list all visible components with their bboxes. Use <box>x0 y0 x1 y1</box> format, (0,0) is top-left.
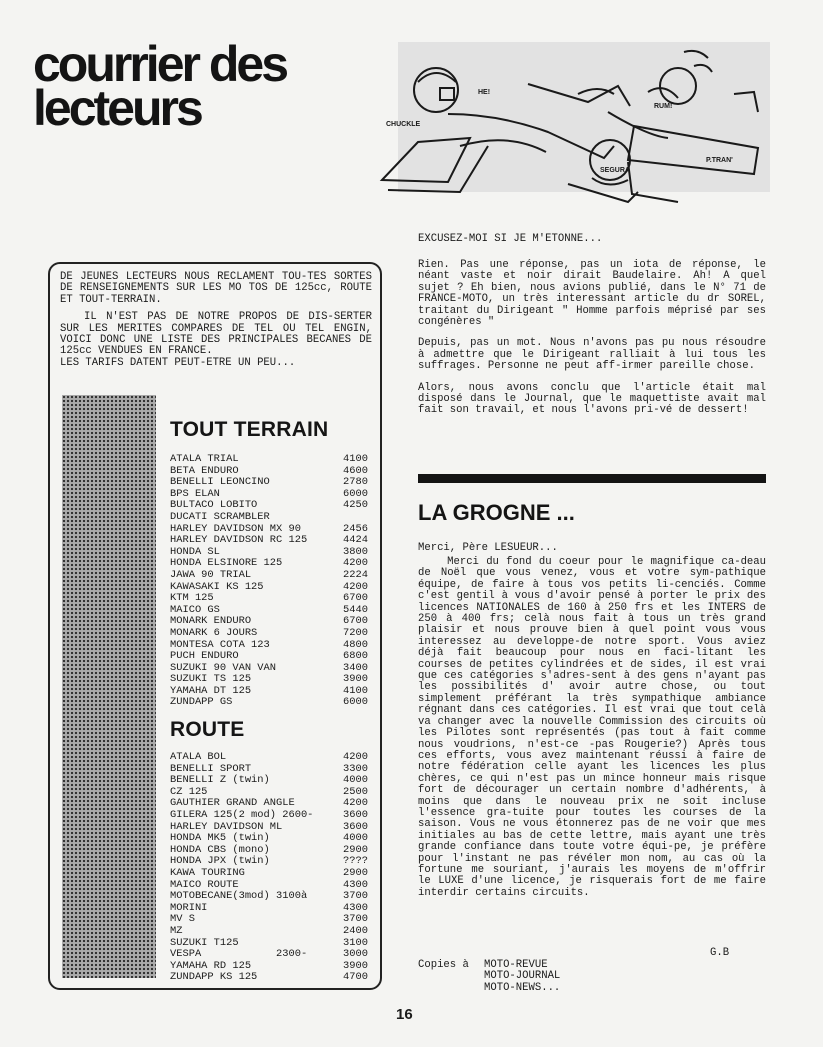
item-name: BENELLI Z (twin) <box>170 774 270 787</box>
item-name: KTM 125 <box>170 592 214 605</box>
item-name: KAWA TOURING <box>170 866 245 879</box>
item-price: 4250 <box>343 499 368 512</box>
item-name: MV S <box>170 913 195 926</box>
section-title-tout-terrain: TOUT TERRAIN <box>170 418 329 441</box>
item-price: 2780 <box>343 476 368 489</box>
item-price: 3800 <box>343 545 368 558</box>
item-name: MONARK 6 JOURS <box>170 626 258 639</box>
halftone-column <box>62 395 156 978</box>
item-name: BENELLI LEONCINO <box>170 476 270 489</box>
list-item <box>170 512 368 524</box>
copies-label: Copies à <box>418 959 469 971</box>
item-price: 3300 <box>343 762 368 775</box>
item-price: 4800 <box>343 638 368 651</box>
item-price: 3600 <box>343 808 368 821</box>
item-name: MAICO ROUTE <box>170 878 239 891</box>
page-title <box>33 36 287 136</box>
copies-block <box>418 960 560 994</box>
item-price: 4700 <box>343 971 368 984</box>
item-price: 4000 <box>343 774 368 787</box>
item-name: HARLEY DAVIDSON RC 125 <box>170 534 308 547</box>
item-name: HARLEY DAVIDSON MX 90 <box>170 522 301 535</box>
item-price: 3700 <box>343 913 368 926</box>
item-name: HONDA SL <box>170 545 220 558</box>
item-price: 4424 <box>343 534 368 547</box>
letter-header: EXCUSEZ-MOI SI JE M'ETONNE... <box>418 233 603 245</box>
item-price: 3100 <box>343 936 368 949</box>
letter-paragraph: Alors, nous avons conclu que l'article était mal disposé dans le Journal, que le maquettiste avait mal fait son travail, et nous l'avons pri-vé de dessert! <box>418 381 766 417</box>
item-price: 4200 <box>343 751 368 763</box>
item-name: HONDA CBS (mono) <box>170 843 270 856</box>
list-item <box>170 949 368 961</box>
item-price: 3900 <box>343 959 368 972</box>
item-name: ATALA TRIAL <box>170 453 239 465</box>
route-list <box>170 752 368 984</box>
item-price: 6800 <box>343 650 368 663</box>
item-price: 3700 <box>343 890 368 903</box>
list-item <box>170 903 368 915</box>
list-item <box>170 833 368 845</box>
la-grogne-paragraph: Merci du fond du coeur pour le magnifique ca-deau de Noël que vous venez, vous et votre sym-pathique équipe, de faire à tous vos petits li-cenciés. Comme c'est gentil à vous d'avoir pensé à porter le prix des licences NATIONALES de 160 à 250 frs et les INTERS de 250 à 400 frs; celà nous fait à tous un très grand plaisir et nous prouve bien à quel point vous vous interessez au developpe-de notre sport. Vous aviez déjà fait beaucoup pour nous en faci-litant les courses de petites cylindrées et de sides, il est vrai que ces catégories s'adres-sent à des gens n'ayant pas les possibilités d' avoir autre chose, ou tout simplement préférant la très sympathique ambiance régnant dans ces catégories. Il est vrai que tout celà va changer avec la nouvelle Commission des circuits où les Pilotes sont représentés (pas tout à fait comme nous voudrions, n'est-ce -pas Rougerie?) Après tous ces efforts, vous avez maintenant réussi à faire de notre fédération celle ayant les licences les plus chères, ce qui n'est pas un mince honneur mais risque fort de décourager un certain nombre d'adhérents, à moins que dans le nouveau prix ne soit incluse l'essence gra-tuite pour toutes les courses de la saison. Vous ne vous étonnerez pas de ne voir que mes initiales au bas de cette lettre, mais ayant une très grande confiance dans toute votre équi-pe, je préfère pour l'instant ne pas révéler mon nom, au cas où la fortune me souriant, j'aurais les moyens de m'offrir le LUXE d'une licence, je risquerais fort de me faire interdir certains circuits. <box>418 556 773 899</box>
item-name: SUZUKI T125 <box>170 936 239 949</box>
list-item <box>170 914 368 926</box>
item-price: ???? <box>343 855 368 868</box>
item-name: SUZUKI TS 125 <box>170 673 252 686</box>
copies-recipient: MOTO-REVUE <box>484 959 548 971</box>
item-name: BPS ELAN <box>170 487 220 500</box>
item-name: HONDA JPX (twin) <box>170 855 270 868</box>
item-name: DUCATI SCRAMBLER <box>170 510 270 523</box>
item-price: 4200 <box>343 557 368 570</box>
intro-text <box>60 272 372 375</box>
item-price: 2400 <box>343 924 368 937</box>
item-price: 5440 <box>343 603 368 616</box>
item-name: MORINI <box>170 901 208 914</box>
item-name: CZ 125 <box>170 785 208 798</box>
list-item <box>170 697 368 709</box>
item-price: 3400 <box>343 661 368 674</box>
item-name: JAWA 90 TRIAL <box>170 568 252 581</box>
item-price: 6000 <box>343 487 368 500</box>
item-price: 6700 <box>343 615 368 628</box>
list-item <box>170 972 368 984</box>
page-title-line1: courrier des <box>33 36 287 92</box>
list-item <box>170 926 368 938</box>
copies-recipient: MOTO-NEWS... <box>484 981 561 994</box>
item-name: KAWASAKI KS 125 <box>170 580 264 593</box>
list-item <box>170 891 368 903</box>
item-price: 2456 <box>343 522 368 535</box>
list-item <box>170 651 368 663</box>
item-name: ZUNDAPP KS 125 <box>170 971 258 984</box>
item-name: GAUTHIER GRAND ANGLE <box>170 797 295 810</box>
item-name: ZUNDAPP GS <box>170 696 233 709</box>
list-item <box>170 570 368 582</box>
item-name: BENELLI SPORT <box>170 762 252 775</box>
item-price: 4300 <box>343 878 368 891</box>
item-name: GILERA 125(2 mod) 2600- <box>170 808 314 821</box>
intro-paragraph: LES TARIFS DATENT PEUT-ETRE UN PEU... <box>60 356 296 369</box>
cartoon-illustration <box>378 42 770 220</box>
la-grogne-title: LA GROGNE ... <box>418 500 575 525</box>
cartoon-label-segura: SEGURA <box>600 167 630 174</box>
item-name: SUZUKI 90 VAN VAN <box>170 661 277 674</box>
item-name: MONTESA COTA 123 <box>170 638 270 651</box>
item-price: 6000 <box>343 696 368 709</box>
intro-paragraph: DE JEUNES LECTEURS NOUS RECLAMENT TOU-TES SORTES DE RENSEIGNEMENTS SUR LES MO TOS DE 125cc, ROUTE ET TOUT-TERRAIN. <box>60 271 372 306</box>
copies-recipient: MOTO-JOURNAL <box>484 970 561 983</box>
item-price: 4100 <box>343 453 368 465</box>
list-item <box>170 454 368 466</box>
page-number: 16 <box>396 1006 413 1023</box>
item-name: PUCH ENDURO <box>170 650 239 663</box>
item-price: 4600 <box>343 464 368 477</box>
list-item <box>170 593 368 605</box>
signature: G.B <box>710 947 730 959</box>
item-price: 7200 <box>343 626 368 639</box>
list-item <box>170 810 368 822</box>
letter-paragraph: Depuis, pas un mot. Nous n'avons pas pu nous résoudre à admettre que le Dirigeant ralliait à lui tous les suffrages. Personne ne peut aff-irmer pareille chose. <box>418 337 766 373</box>
la-grogne-header: Merci, Père LESUEUR... <box>418 542 558 554</box>
item-name: MOTOBECANE(3mod) 3100à <box>170 890 308 903</box>
item-price: 3600 <box>343 820 368 833</box>
item-price: 4300 <box>343 901 368 914</box>
item-name: BETA ENDURO <box>170 464 239 477</box>
item-name: YAMAHA DT 125 <box>170 684 252 697</box>
intro-paragraph: IL N'EST PAS DE NOTRE PROPOS DE DIS-SERTER SUR LES MERITES COMPARES DE TEL OU TEL ENGIN, VOICI DONC UNE LISTE DES PRINCIPALES BECANES DE 125cc VENDUES EN FRANCE. <box>60 311 372 358</box>
item-price: 4100 <box>343 684 368 697</box>
list-item <box>170 868 368 880</box>
section-title-route: ROUTE <box>170 718 245 741</box>
item-name: VESPA 2300- <box>170 948 308 961</box>
item-price: 4000 <box>343 832 368 845</box>
section-divider <box>418 474 766 483</box>
cartoon-label-chuckle: CHUCKLE <box>386 121 421 128</box>
item-name: HONDA MK5 (twin) <box>170 832 270 845</box>
cartoon-label-he: HE! <box>478 89 491 96</box>
item-name: HONDA ELSINORE 125 <box>170 557 283 570</box>
item-name: HARLEY DAVIDSON ML <box>170 820 283 833</box>
item-price: 2900 <box>343 866 368 879</box>
item-price: 6700 <box>343 592 368 605</box>
item-price: 2224 <box>343 568 368 581</box>
item-name: YAMAHA RD 125 <box>170 959 252 972</box>
item-price: 4200 <box>343 797 368 810</box>
cartoon-label-ptran: P.TRAN' <box>706 157 733 164</box>
tout-terrain-list <box>170 454 368 709</box>
item-name: BULTACO LOBITO <box>170 499 258 512</box>
letter-excusez-moi <box>418 260 766 417</box>
page-title-line2: lecteurs <box>33 80 201 136</box>
item-price: 4200 <box>343 580 368 593</box>
item-name: ATALA BOL <box>170 751 227 763</box>
list-item <box>170 628 368 640</box>
item-name: MAICO GS <box>170 603 220 616</box>
item-name: MZ <box>170 924 183 937</box>
la-grogne-body <box>418 556 773 899</box>
cartoon-label-rum: RUM! <box>654 103 673 110</box>
item-price: 3900 <box>343 673 368 686</box>
list-item <box>170 535 368 547</box>
list-item <box>170 752 368 764</box>
item-name: MONARK ENDURO <box>170 615 252 628</box>
item-price: 2900 <box>343 843 368 856</box>
letter-paragraph: Rien. Pas une réponse, pas un iota de réponse, le néant vaste et noir dirait Baudelaire. Ah! A quel sujet ? Eh bien, nous avions publié, dans le N° 71 de FRANCE-MOTO, un très interessant article du dr SOREL, traitant du Dirigeant " Homme parfois méprisé par ses congénères " <box>418 259 766 329</box>
item-price: 2500 <box>343 785 368 798</box>
item-price: 3000 <box>343 948 368 961</box>
